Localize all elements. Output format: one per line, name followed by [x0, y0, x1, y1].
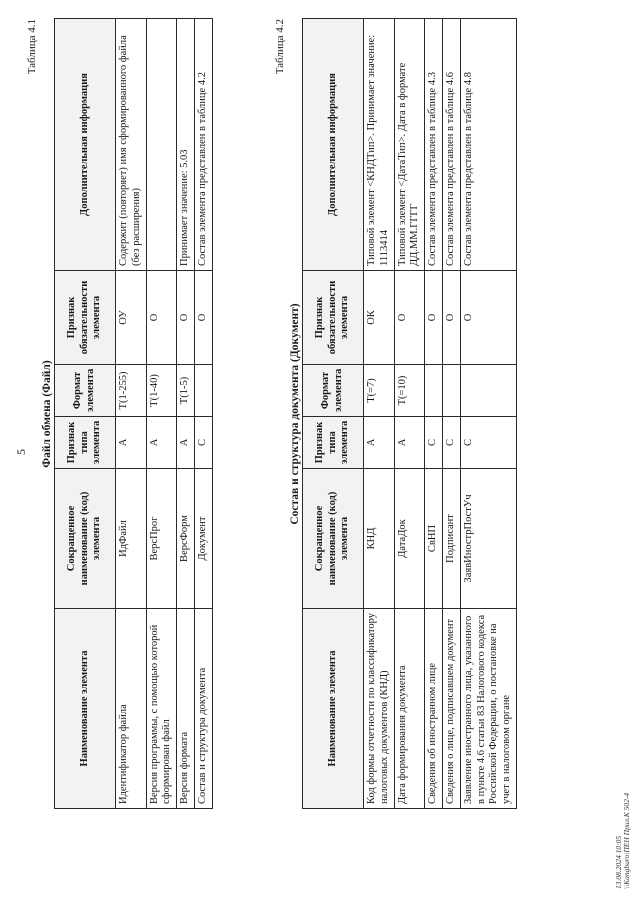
column-header: Признак типа элемента	[55, 416, 116, 468]
cell-format	[460, 364, 516, 416]
cell-type: С	[194, 416, 212, 468]
cell-name: Идентификатор файла	[116, 608, 147, 808]
cell-name: Код формы отчетности по классификатору налоговых документов (КНД)	[364, 608, 395, 808]
cell-code: ДатаДок	[394, 468, 425, 608]
table-row	[394, 18, 425, 808]
cell-code: Документ	[194, 468, 212, 608]
column-header: Формат элемента	[55, 364, 116, 416]
cell-required: ОУ	[116, 270, 147, 364]
data-table	[54, 18, 213, 809]
cell-code: ВерсПрог	[146, 468, 177, 608]
table-block-4-2	[274, 19, 517, 809]
cell-format: T(1-5)	[177, 364, 195, 416]
cell-name: Состав и структура документа	[194, 608, 212, 808]
column-header: Признак обязательности элемента	[55, 270, 116, 364]
cell-type: А	[177, 416, 195, 468]
column-header: Формат элемента	[303, 364, 364, 416]
cell-type: С	[460, 416, 516, 468]
table-row	[425, 18, 443, 808]
cell-required: О	[442, 270, 460, 364]
cell-type: А	[394, 416, 425, 468]
cell-type: А	[364, 416, 395, 468]
cell-code: СвНП	[425, 468, 443, 608]
cell-info: Содержит (повторяет) имя сформированного файла (без расширения)	[116, 18, 147, 270]
column-header: Признак типа элемента	[303, 416, 364, 468]
cell-format	[425, 364, 443, 416]
cell-info: Типовой элемент <КНДТип>. Принимает значение: 1113414	[364, 18, 395, 270]
cell-format: T(=10)	[394, 364, 425, 416]
header-row	[55, 18, 116, 808]
table-row	[364, 18, 395, 808]
cell-info: Состав элемента представлен в таблице 4.8	[460, 18, 516, 270]
table-label: Таблица 4.1	[26, 18, 38, 74]
page-number: 5	[14, 448, 28, 455]
footer-file-path: \\Kangburo\ПЕН Прил.К 502-4	[622, 792, 632, 889]
cell-info: Состав элемента представлен в таблице 4.2	[194, 18, 212, 270]
column-header: Сокращенное наименование (код) элемента	[303, 468, 364, 608]
table-row	[146, 18, 177, 808]
document-page	[6, 7, 634, 897]
cell-required: ОК	[364, 270, 395, 364]
table-title: Состав и структура документа (Документ)	[289, 302, 301, 525]
footer-timestamp: 13.08.2024 10:05	[613, 835, 623, 889]
cell-name: Версия программы, с помощью которой сформирован файл	[146, 608, 177, 808]
table-label: Таблица 4.2	[274, 18, 286, 74]
cell-info	[146, 18, 177, 270]
cell-format	[194, 364, 212, 416]
table-row	[442, 18, 460, 808]
cell-format: T(=7)	[364, 364, 395, 416]
cell-required: О	[177, 270, 195, 364]
cell-format	[442, 364, 460, 416]
data-table	[302, 18, 517, 809]
cell-name: Сведения об иностранном лице	[425, 608, 443, 808]
column-header: Дополнительная информация	[55, 18, 116, 270]
cell-code: ИдФайл	[116, 468, 147, 608]
table-row	[194, 18, 212, 808]
cell-info: Принимает значение: 5.03	[177, 18, 195, 270]
cell-type: С	[425, 416, 443, 468]
cell-required: О	[194, 270, 212, 364]
column-header: Признак обязательности элемента	[303, 270, 364, 364]
cell-name: Сведения о лице, подписавшем документ	[442, 608, 460, 808]
cell-name: Заявление иностранного лица, указанного в пункте 4.6 статьи 83 Налогового кодекса Российской Федерации, о постановке на учет в налоговом органе	[460, 608, 516, 808]
cell-code: ВерсФорм	[177, 468, 195, 608]
column-header: Наименование элемента	[303, 608, 364, 808]
cell-type: С	[442, 416, 460, 468]
column-header: Дополнительная информация	[303, 18, 364, 270]
cell-name: Дата формирования документа	[394, 608, 425, 808]
cell-code: ЗаявИнострПостУч	[460, 468, 516, 608]
column-header: Сокращенное наименование (код) элемента	[55, 468, 116, 608]
cell-required: О	[425, 270, 443, 364]
table-title: Файл обмена (Файл)	[41, 359, 53, 468]
table-row	[177, 18, 195, 808]
cell-required: О	[460, 270, 516, 364]
cell-type: А	[116, 416, 147, 468]
cell-info: Состав элемента представлен в таблице 4.3	[425, 18, 443, 270]
table-row	[116, 18, 147, 808]
footer-stamp	[615, 792, 632, 888]
cell-info: Состав элемента представлен в таблице 4.6	[442, 18, 460, 270]
cell-type: А	[146, 416, 177, 468]
header-row	[303, 18, 364, 808]
cell-info: Типовой элемент <ДатаТип>. Дата в формате ДД.ММ.ГГГГ	[394, 18, 425, 270]
cell-required: О	[146, 270, 177, 364]
cell-format: T(1-40)	[146, 364, 177, 416]
cell-code: Подписант	[442, 468, 460, 608]
column-header: Наименование элемента	[55, 608, 116, 808]
table-row	[460, 18, 516, 808]
cell-format: T(1-255)	[116, 364, 147, 416]
cell-name: Версия формата	[177, 608, 195, 808]
cell-required: О	[394, 270, 425, 364]
table-block-4-1	[26, 19, 213, 809]
cell-code: КНД	[364, 468, 395, 608]
